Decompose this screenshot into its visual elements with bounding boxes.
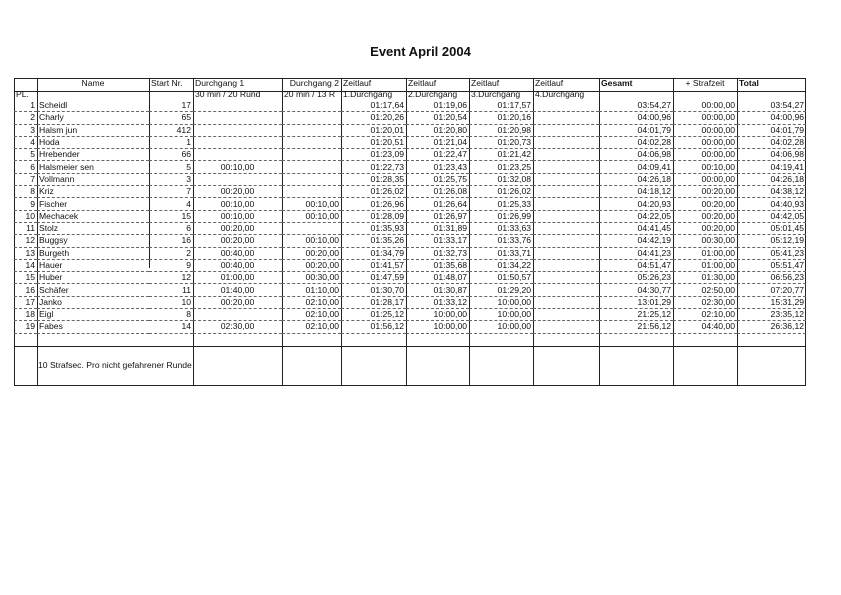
cell-durchgang-1: 00:40,00 <box>193 247 282 259</box>
cell-zeitlauf-4 <box>533 112 599 124</box>
cell-name: Burgeth <box>37 247 149 259</box>
cell-zeitlauf-3: 01:23,25 <box>469 161 533 173</box>
cell-durchgang-1 <box>193 309 282 321</box>
cell-zeitlauf-3: 10:00,00 <box>469 321 533 333</box>
cell-durchgang-2: 00:20,00 <box>282 247 341 259</box>
cell-gesamt: 04:26,18 <box>599 173 673 185</box>
cell-pl: 11 <box>14 222 37 234</box>
cell-gesamt: 04:30,77 <box>599 284 673 296</box>
cell-durchgang-1 <box>193 136 282 148</box>
cell-name: Stolz <box>37 222 149 234</box>
table-row <box>14 173 806 185</box>
cell-strafzeit: 00:00,00 <box>673 149 737 161</box>
cell-pl: 19 <box>14 321 37 333</box>
cell-zeitlauf-3: 01:20,98 <box>469 124 533 136</box>
cell-zeitlauf-3: 10:00,00 <box>469 309 533 321</box>
col-header-name: Name <box>81 78 105 88</box>
cell-gesamt: 04:00,96 <box>599 112 673 124</box>
cell-pl: 1 <box>14 100 37 112</box>
cell-zeitlauf-2: 01:22,47 <box>406 149 469 161</box>
cell-name: Scheidl <box>37 100 149 112</box>
table-row <box>14 247 806 259</box>
col-header-zeitlauf-2: Zeitlauf <box>408 78 437 88</box>
cell-start-nr: 66 <box>149 149 193 161</box>
cell-zeitlauf-3: 01:33,63 <box>469 222 533 234</box>
cell-zeitlauf-3: 01:26,99 <box>469 210 533 222</box>
cell-durchgang-2: 00:10,00 <box>282 210 341 222</box>
cell-zeitlauf-4 <box>533 259 599 271</box>
cell-total: 04:19,41 <box>737 161 806 173</box>
cell-durchgang-2 <box>282 173 341 185</box>
cell-gesamt: 04:09,41 <box>599 161 673 173</box>
subheader-row <box>14 89 806 100</box>
table-row <box>14 112 806 124</box>
cell-strafzeit: 02:50,00 <box>673 284 737 296</box>
cell-total: 04:06,98 <box>737 149 806 161</box>
cell-durchgang-1: 00:40,00 <box>193 259 282 271</box>
cell-zeitlauf-1: 01:34,79 <box>341 247 406 259</box>
cell-zeitlauf-2: 01:26,08 <box>406 186 469 198</box>
cell-start-nr: 6 <box>149 222 193 234</box>
cell-strafzeit: 04:40,00 <box>673 321 737 333</box>
cell-strafzeit: 00:10,00 <box>673 161 737 173</box>
cell-start-nr: 8 <box>149 309 193 321</box>
cell-zeitlauf-1: 01:47,59 <box>341 272 406 284</box>
cell-zeitlauf-4 <box>533 235 599 247</box>
cell-total: 05:41,23 <box>737 247 806 259</box>
cell-durchgang-2 <box>282 136 341 148</box>
cell-durchgang-2 <box>282 186 341 198</box>
cell-durchgang-2 <box>282 100 341 112</box>
results-sheet <box>14 78 806 386</box>
cell-total: 04:01,79 <box>737 124 806 136</box>
cell-gesamt: 04:42,19 <box>599 235 673 247</box>
cell-start-nr: 17 <box>149 100 193 112</box>
cell-zeitlauf-3: 01:26,02 <box>469 186 533 198</box>
cell-zeitlauf-4 <box>533 173 599 185</box>
penalty-note: 10 Strafsec. Pro nicht gefahrener Runde <box>38 360 192 370</box>
cell-gesamt: 04:18,12 <box>599 186 673 198</box>
col-header-gesamt: Gesamt <box>601 78 633 88</box>
cell-durchgang-1 <box>193 173 282 185</box>
cell-start-nr: 3 <box>149 173 193 185</box>
cell-zeitlauf-1: 01:20,26 <box>341 112 406 124</box>
cell-durchgang-2: 00:10,00 <box>282 198 341 210</box>
cell-pl: 7 <box>14 173 37 185</box>
cell-zeitlauf-2: 01:35,68 <box>406 259 469 271</box>
cell-strafzeit: 01:30,00 <box>673 272 737 284</box>
cell-name: Schäfer <box>37 284 149 296</box>
cell-start-nr: 2 <box>149 247 193 259</box>
cell-zeitlauf-2: 01:33,12 <box>406 296 469 308</box>
cell-durchgang-1 <box>193 112 282 124</box>
table-row <box>14 149 806 161</box>
cell-zeitlauf-1: 01:25,12 <box>341 309 406 321</box>
cell-strafzeit: 02:10,00 <box>673 309 737 321</box>
cell-durchgang-1 <box>193 124 282 136</box>
cell-pl: 15 <box>14 272 37 284</box>
cell-zeitlauf-3: 01:20,16 <box>469 112 533 124</box>
subheader-zeitlauf-3: 3.Durchgang <box>471 89 521 99</box>
cell-zeitlauf-1: 01:35,26 <box>341 235 406 247</box>
cell-strafzeit: 00:00,00 <box>673 124 737 136</box>
cell-zeitlauf-2: 01:21,04 <box>406 136 469 148</box>
cell-start-nr: 16 <box>149 235 193 247</box>
col-header-total: Total <box>739 78 759 88</box>
cell-zeitlauf-1: 01:26,02 <box>341 186 406 198</box>
cell-zeitlauf-2: 01:25,75 <box>406 173 469 185</box>
cell-zeitlauf-1: 01:20,51 <box>341 136 406 148</box>
cell-name: Kriz <box>37 186 149 198</box>
table-row <box>14 210 806 222</box>
cell-gesamt: 04:51,47 <box>599 259 673 271</box>
cell-zeitlauf-2: 10:00,00 <box>406 309 469 321</box>
cell-strafzeit: 00:20,00 <box>673 186 737 198</box>
cell-zeitlauf-1: 01:56,12 <box>341 321 406 333</box>
cell-zeitlauf-2: 01:33,17 <box>406 235 469 247</box>
cell-durchgang-1: 00:20,00 <box>193 222 282 234</box>
cell-durchgang-1: 01:00,00 <box>193 272 282 284</box>
cell-gesamt: 04:02,28 <box>599 136 673 148</box>
cell-zeitlauf-3: 01:33,76 <box>469 235 533 247</box>
cell-durchgang-2 <box>282 161 341 173</box>
table-row <box>14 136 806 148</box>
cell-durchgang-2: 00:20,00 <box>282 259 341 271</box>
cell-pl: 17 <box>14 296 37 308</box>
cell-zeitlauf-2: 01:31,89 <box>406 222 469 234</box>
cell-gesamt: 04:41,45 <box>599 222 673 234</box>
cell-zeitlauf-4 <box>533 272 599 284</box>
cell-zeitlauf-1: 01:41,57 <box>341 259 406 271</box>
cell-zeitlauf-3: 01:25,33 <box>469 198 533 210</box>
subheader-zeitlauf-4: 4.Durchgang <box>535 89 585 99</box>
cell-durchgang-2: 02:10,00 <box>282 309 341 321</box>
cell-zeitlauf-2: 01:20,80 <box>406 124 469 136</box>
col-header-durchgang-2: Durchgang 2 <box>289 78 339 88</box>
cell-pl: 13 <box>14 247 37 259</box>
cell-gesamt: 05:26,23 <box>599 272 673 284</box>
cell-zeitlauf-4 <box>533 136 599 148</box>
table-row <box>14 161 806 173</box>
cell-name: Hauer <box>37 259 149 271</box>
grid-line <box>14 346 806 347</box>
table-row <box>14 309 806 321</box>
cell-strafzeit: 00:20,00 <box>673 210 737 222</box>
cell-start-nr: 412 <box>149 124 193 136</box>
cell-zeitlauf-3: 01:17,57 <box>469 100 533 112</box>
cell-zeitlauf-2: 01:32,73 <box>406 247 469 259</box>
cell-zeitlauf-1: 01:35,93 <box>341 222 406 234</box>
cell-start-nr: 4 <box>149 198 193 210</box>
cell-start-nr: 65 <box>149 112 193 124</box>
cell-zeitlauf-4 <box>533 210 599 222</box>
cell-durchgang-1 <box>193 100 282 112</box>
cell-total: 04:02,28 <box>737 136 806 148</box>
col-header-zeitlauf-1: Zeitlauf <box>343 78 372 88</box>
cell-zeitlauf-2: 01:19,06 <box>406 100 469 112</box>
cell-gesamt: 04:41,23 <box>599 247 673 259</box>
subheader-zeitlauf-2: 2.Durchgang <box>408 89 458 99</box>
cell-name: Huber <box>37 272 149 284</box>
cell-start-nr: 9 <box>149 259 193 271</box>
page-title: Event April 2004 <box>370 44 471 59</box>
cell-start-nr: 7 <box>149 186 193 198</box>
cell-zeitlauf-2: 01:23,43 <box>406 161 469 173</box>
cell-zeitlauf-4 <box>533 186 599 198</box>
cell-total: 04:40,93 <box>737 198 806 210</box>
cell-zeitlauf-3: 01:20,73 <box>469 136 533 148</box>
cell-start-nr: 15 <box>149 210 193 222</box>
cell-zeitlauf-1: 01:30,70 <box>341 284 406 296</box>
cell-name: Fabes <box>37 321 149 333</box>
table-row <box>14 100 806 112</box>
col-header-durchgang-1: Durchgang 1 <box>195 78 245 88</box>
cell-name: Vollmann <box>37 173 149 185</box>
cell-total: 04:38,12 <box>737 186 806 198</box>
cell-gesamt: 21:25,12 <box>599 309 673 321</box>
cell-pl: 10 <box>14 210 37 222</box>
subheader-durchgang-2: 20 min / 13 R <box>284 89 336 99</box>
cell-name: Halsm jun <box>37 124 149 136</box>
header-row <box>14 78 806 89</box>
cell-durchgang-2: 01:10,00 <box>282 284 341 296</box>
cell-zeitlauf-1: 01:28,09 <box>341 210 406 222</box>
cell-zeitlauf-4 <box>533 284 599 296</box>
subheader-zeitlauf-1: 1.Durchgang <box>343 89 393 99</box>
col-header-start-nr: Start Nr. <box>151 78 183 88</box>
cell-pl: 18 <box>14 309 37 321</box>
cell-durchgang-1: 00:10,00 <box>193 210 282 222</box>
cell-durchgang-2 <box>282 112 341 124</box>
col-header-zeitlauf-3: Zeitlauf <box>471 78 500 88</box>
cell-zeitlauf-2: 01:30,87 <box>406 284 469 296</box>
col-header-pl: PL. <box>16 89 29 99</box>
cell-zeitlauf-3: 01:32,08 <box>469 173 533 185</box>
cell-zeitlauf-1: 01:28,17 <box>341 296 406 308</box>
cell-zeitlauf-2: 01:26,97 <box>406 210 469 222</box>
cell-durchgang-2 <box>282 222 341 234</box>
cell-durchgang-2: 02:10,00 <box>282 321 341 333</box>
cell-pl: 4 <box>14 136 37 148</box>
cell-zeitlauf-1: 01:26,96 <box>341 198 406 210</box>
cell-durchgang-1: 01:40,00 <box>193 284 282 296</box>
cell-durchgang-2: 00:10,00 <box>282 235 341 247</box>
cell-strafzeit: 00:20,00 <box>673 222 737 234</box>
cell-strafzeit: 00:00,00 <box>673 112 737 124</box>
results-table <box>14 78 806 334</box>
table-row <box>14 124 806 136</box>
cell-zeitlauf-1: 01:23,09 <box>341 149 406 161</box>
cell-zeitlauf-4 <box>533 124 599 136</box>
col-header-zeitlauf-4: Zeitlauf <box>535 78 564 88</box>
cell-zeitlauf-3: 01:29,20 <box>469 284 533 296</box>
cell-zeitlauf-3: 01:50,57 <box>469 272 533 284</box>
cell-total: 06:56,23 <box>737 272 806 284</box>
cell-gesamt: 04:20,93 <box>599 198 673 210</box>
cell-gesamt: 13:01,29 <box>599 296 673 308</box>
cell-gesamt: 04:06,98 <box>599 149 673 161</box>
cell-zeitlauf-2: 01:26,64 <box>406 198 469 210</box>
cell-name: Hrebender <box>37 149 149 161</box>
cell-zeitlauf-4 <box>533 296 599 308</box>
table-row <box>14 321 806 333</box>
cell-gesamt: 04:01,79 <box>599 124 673 136</box>
cell-pl: 2 <box>14 112 37 124</box>
cell-durchgang-2 <box>282 149 341 161</box>
cell-zeitlauf-3: 10:00,00 <box>469 296 533 308</box>
cell-strafzeit: 00:00,00 <box>673 100 737 112</box>
cell-durchgang-1: 02:30,00 <box>193 321 282 333</box>
table-row <box>14 284 806 296</box>
cell-gesamt: 04:22,05 <box>599 210 673 222</box>
cell-total: 03:54,27 <box>737 100 806 112</box>
cell-strafzeit: 00:00,00 <box>673 136 737 148</box>
cell-zeitlauf-4 <box>533 309 599 321</box>
table-row <box>14 259 806 271</box>
cell-zeitlauf-2: 10:00,00 <box>406 321 469 333</box>
cell-total: 04:00,96 <box>737 112 806 124</box>
col-header-strafzeit: + Strafzeit <box>685 78 725 88</box>
cell-strafzeit: 00:20,00 <box>673 198 737 210</box>
cell-gesamt: 03:54,27 <box>599 100 673 112</box>
cell-pl: 3 <box>14 124 37 136</box>
cell-total: 15:31,29 <box>737 296 806 308</box>
cell-strafzeit: 01:00,00 <box>673 259 737 271</box>
cell-zeitlauf-4 <box>533 321 599 333</box>
table-row <box>14 222 806 234</box>
cell-pl: 9 <box>14 198 37 210</box>
cell-start-nr: 14 <box>149 321 193 333</box>
cell-name: Charly <box>37 112 149 124</box>
cell-name: Mechacek <box>37 210 149 222</box>
cell-zeitlauf-1: 01:28,35 <box>341 173 406 185</box>
cell-strafzeit: 01:00,00 <box>673 247 737 259</box>
cell-zeitlauf-4 <box>533 100 599 112</box>
cell-name: Fischer <box>37 198 149 210</box>
cell-start-nr: 1 <box>149 136 193 148</box>
cell-durchgang-2 <box>282 124 341 136</box>
cell-zeitlauf-1: 01:17,64 <box>341 100 406 112</box>
cell-gesamt: 21:56,12 <box>599 321 673 333</box>
cell-durchgang-1 <box>193 149 282 161</box>
table-row <box>14 235 806 247</box>
cell-total: 04:42,05 <box>737 210 806 222</box>
cell-durchgang-1: 00:20,00 <box>193 186 282 198</box>
cell-durchgang-1: 00:20,00 <box>193 235 282 247</box>
cell-zeitlauf-2: 01:48,07 <box>406 272 469 284</box>
table-row <box>14 296 806 308</box>
cell-name: Eigl <box>37 309 149 321</box>
cell-pl: 5 <box>14 149 37 161</box>
cell-pl: 14 <box>14 259 37 271</box>
cell-pl: 12 <box>14 235 37 247</box>
cell-total: 05:51,47 <box>737 259 806 271</box>
cell-zeitlauf-1: 01:22,73 <box>341 161 406 173</box>
cell-durchgang-1: 00:10,00 <box>193 161 282 173</box>
cell-durchgang-1: 00:20,00 <box>193 296 282 308</box>
cell-start-nr: 12 <box>149 272 193 284</box>
cell-pl: 6 <box>14 161 37 173</box>
cell-strafzeit: 02:30,00 <box>673 296 737 308</box>
cell-total: 23:35,12 <box>737 309 806 321</box>
cell-durchgang-2: 00:30,00 <box>282 272 341 284</box>
cell-total: 07:20,77 <box>737 284 806 296</box>
cell-start-nr: 10 <box>149 296 193 308</box>
cell-zeitlauf-3: 01:21,42 <box>469 149 533 161</box>
cell-total: 04:26,18 <box>737 173 806 185</box>
cell-zeitlauf-4 <box>533 161 599 173</box>
cell-durchgang-2: 02:10,00 <box>282 296 341 308</box>
cell-durchgang-1: 00:10,00 <box>193 198 282 210</box>
cell-name: Hoda <box>37 136 149 148</box>
table-row <box>14 186 806 198</box>
subheader-durchgang-1: 30 min / 20 Rund <box>195 89 261 99</box>
table-row <box>14 272 806 284</box>
cell-pl: 16 <box>14 284 37 296</box>
cell-zeitlauf-1: 01:20,01 <box>341 124 406 136</box>
cell-zeitlauf-2: 01:20,54 <box>406 112 469 124</box>
cell-strafzeit: 00:30,00 <box>673 235 737 247</box>
cell-name: Janko <box>37 296 149 308</box>
cell-name: Buggsy <box>37 235 149 247</box>
cell-start-nr: 5 <box>149 161 193 173</box>
cell-zeitlauf-4 <box>533 198 599 210</box>
cell-strafzeit: 00:00,00 <box>673 173 737 185</box>
cell-pl: 8 <box>14 186 37 198</box>
cell-zeitlauf-3: 01:33,71 <box>469 247 533 259</box>
cell-zeitlauf-4 <box>533 149 599 161</box>
cell-zeitlauf-3: 01:34,22 <box>469 259 533 271</box>
cell-name: Halsmeier sen <box>37 161 149 173</box>
cell-start-nr: 11 <box>149 284 193 296</box>
cell-total: 26:36,12 <box>737 321 806 333</box>
cell-zeitlauf-4 <box>533 222 599 234</box>
table-row <box>14 198 806 210</box>
cell-total: 05:12,19 <box>737 235 806 247</box>
cell-total: 05:01,45 <box>737 222 806 234</box>
cell-zeitlauf-4 <box>533 247 599 259</box>
